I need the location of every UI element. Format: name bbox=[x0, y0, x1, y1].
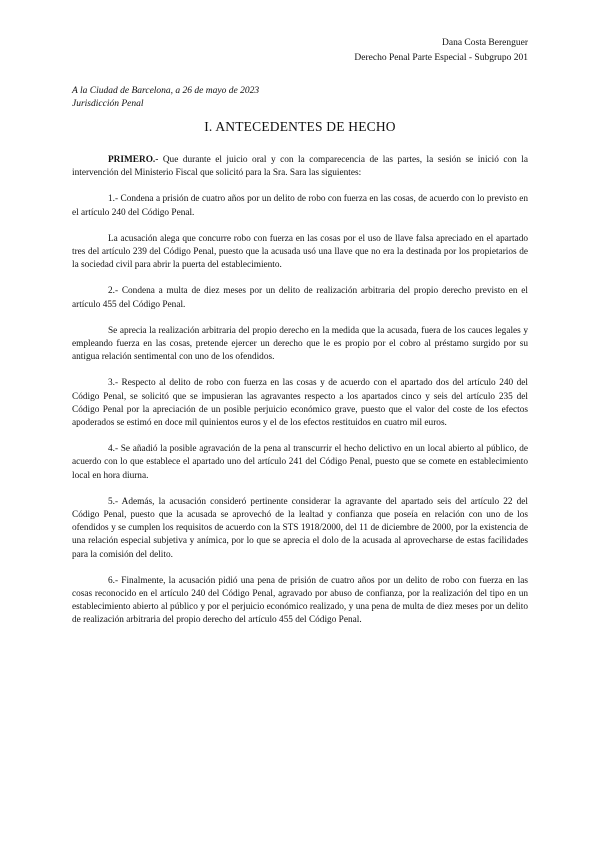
paragraph-explanation-1: La acusación alega que concurre robo con fuerza en las cosas por el uso de llave falsa apreciado en el apartado tres del artículo 239 del Código Penal, puesto que la acusada usó una llave que no era la destinada por los propietarios de la sociedad civil para abrir la puerta del establecimiento. bbox=[72, 233, 528, 271]
paragraph-primero bbox=[72, 154, 528, 180]
primero-label: PRIMERO.- bbox=[108, 155, 159, 165]
paragraph-explanation-2: Se aprecia la realización arbitraria del propio derecho en la medida que la acusada, fuera de los cauces legales y empleando fuerza en las cosas, pretende ejercer un derecho que le es propio por el cobro al préstamo surgido por su antigua relación sentimental con uno de los ofendidos. bbox=[72, 325, 528, 363]
paragraph-item-1: 1.- Condena a prisión de cuatro años por un delito de robo con fuerza en las cosas, de acuerdo con lo previsto en el artículo 240 del Código Penal. bbox=[72, 194, 528, 218]
paragraph-item-2: 2.- Condena a multa de diez meses por un delito de realización arbitraria del propio derecho previsto en el artículo 455 del Código Penal. bbox=[72, 286, 528, 310]
section-title: I. ANTECEDENTES DE HECHO bbox=[204, 119, 396, 134]
paragraph-item-6: 6.- Finalmente, la acusación pidió una pena de prisión de cuatro años por un delito de robo con fuerza en las cosas reconocido en el artículo 240 del Código Penal, agravado por abuso de confianza, por la realización del tipo en un establecimiento abierto al público y por el perjuicio económico realizado, y una pena de multa de diez meses por un delito de realización arbitraria del propio derecho del artículo 455 del Código Penal. bbox=[72, 575, 528, 626]
course-name: Derecho Penal Parte Especial - Subgrupo 201 bbox=[354, 53, 528, 63]
paragraph-item-3: 3.- Respecto al delito de robo con fuerza en las cosas y de acuerdo con el apartado dos del artículo 240 del Código Penal, se solicitó que se impusieran las agravantes respecto a los apartados cinco y seis del artículo 235 del Código Penal por la apreciación de un posible perjuicio económico grave, puesto que el valor del coste de los efectos apoderados se estimó en doce mil quinientos euros y el de los efectos restituidos en cuatro mil euros. bbox=[72, 378, 528, 429]
document-body bbox=[72, 154, 528, 641]
paragraph-item-5: 5.- Además, la acusación consideró pertinente considerar la agravante del apartado seis del artículo 22 del Código Penal, puesto que la acusada se aprovechó de la lealtad y confianza que poseía en relación con uno de los ofendidos y se cumplen los requisitos de acuerdo con la STS 1918/2000, del 11 de diciembre de 2000, por la existencia de una relación especial subjetiva y anímica, por lo que se aprecia el dolo de la acusada al aprovecharse de estas facilidades para la comisión del delito. bbox=[72, 496, 528, 560]
document-header bbox=[354, 36, 528, 66]
author-name: Dana Costa Berenguer bbox=[442, 38, 528, 48]
paragraph-text: Que durante el juicio oral y con la comparecencia de las partes, la sesión se inició con la intervención del Ministerio Fiscal que solicitó para la Sra. Sara las siguientes: bbox=[72, 155, 528, 179]
jurisdiction: Jurisdicción Penal bbox=[72, 99, 144, 109]
paragraph-item-4: 4.- Se añadió la posible agravación de la pena al transcurrir el hecho delictivo en un local abierto al público, de acuerdo con lo que establece el apartado uno del artículo 241 del Código Penal, puesto que se comete en establecimiento local en hora diurna. bbox=[72, 444, 528, 481]
place-date: A la Ciudad de Barcelona, a 26 de mayo de 2023 bbox=[72, 86, 260, 96]
place-date-block bbox=[72, 85, 259, 111]
